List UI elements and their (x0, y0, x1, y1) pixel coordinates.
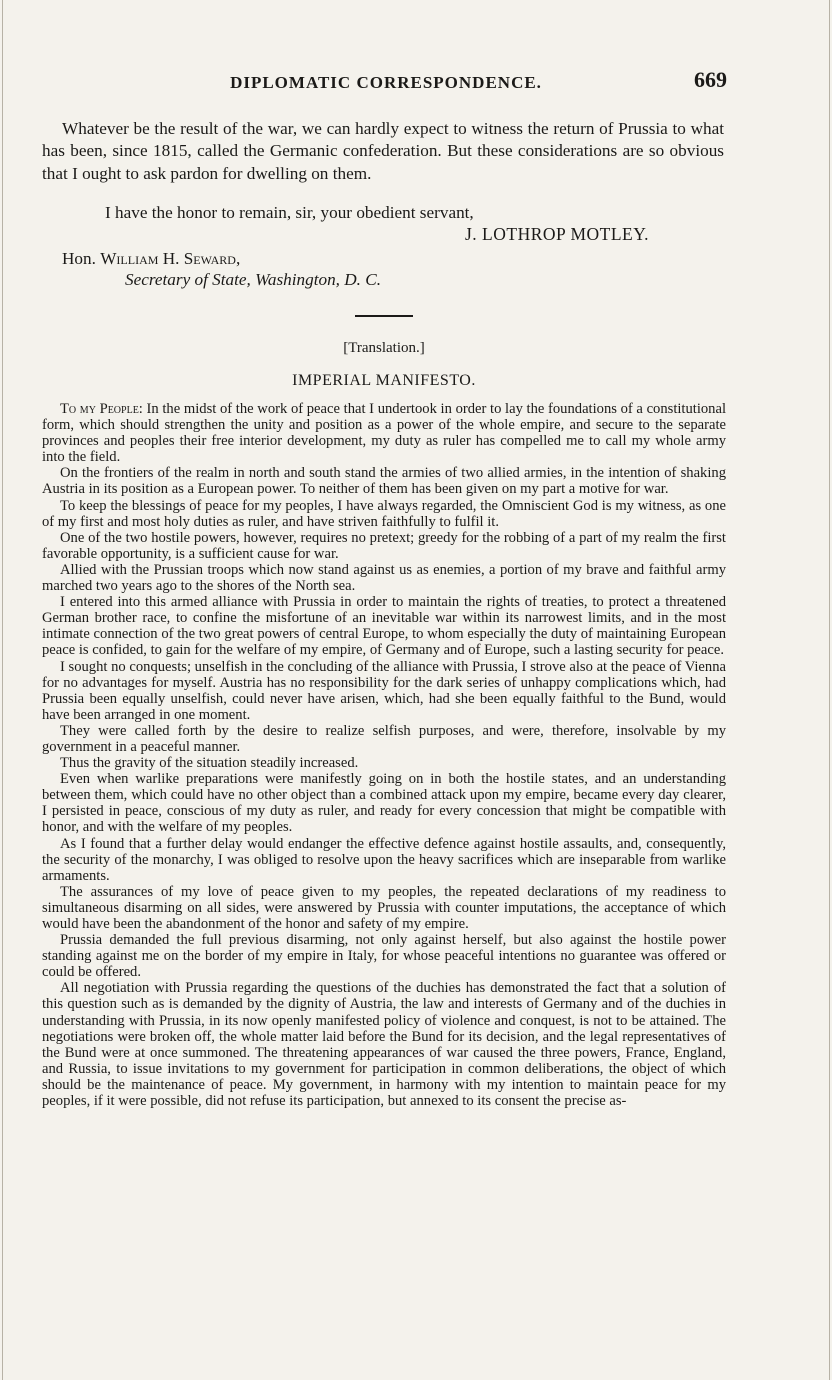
manifesto-paragraph: Allied with the Prussian troops which now stand against us as enemies, a portion of my brave and faithful army marched two years ago to the shores of the North sea. (42, 561, 726, 595)
manifesto-body (42, 401, 726, 1109)
closing-paragraph-text: Whatever be the result of the war, we can hardly expect to witness the return of Prussia to what has been, since 1815, called the Germanic confederation. But these considerations are so obvious that I ought to ask pardon for dwelling on them. (42, 119, 724, 183)
paragraph-text: In the midst of the work of peace that I undertook in order to lay the foundations of a constitutional form, which should strengthen the unity and position as a power of the whole empire, and secure to the separate provinces and peoples their free interior development, my duty as ruler has compelled me to call my whole army into the field. (42, 401, 727, 466)
manifesto-paragraph: The assurances of my love of peace given to my peoples, the repeated declarations of my readiness to simultaneous disarming on all sides, were answered by Prussia with counter imputations, the acceptance of which would have been the abandonment of the honor and safety of my empire. (42, 883, 726, 932)
manifesto-title: IMPERIAL MANIFESTO. (292, 372, 476, 389)
manifesto-paragraph: To keep the blessings of peace for my peoples, I have always regarded, the Omniscient God is my witness, as one of my first and most holy duties as ruler, and have striven faithfully to fulfil it. (42, 497, 726, 530)
manifesto-paragraph: Prussia demanded the full previous disarming, not only against herself, but also against the hostile power standing against me on the border of my empire in Italy, for whose peaceful intentions no guarantee was offered or could be offered. (42, 932, 726, 981)
manifesto-paragraph: On the frontiers of the realm in north and south stand the armies of two allied armies, in the intention of shaking Austria in its position as a European power. To neither of them has been given on my part a motive for war. (42, 465, 726, 498)
salutation: To my People: (60, 401, 143, 417)
valediction: I have the honor to remain, sir, your obedient servant, (105, 203, 474, 222)
letter-closing-paragraph (42, 118, 724, 185)
page-edge-left (2, 0, 3, 1380)
manifesto-paragraph: One of the two hostile powers, however, requires no pretext; greedy for the robbing of a part of my realm the first favorable opportunity, is a sufficient cause for war. (42, 529, 726, 562)
addressee-honorific: Hon. (62, 249, 96, 268)
signature: J. LOTHROP MOTLEY. (465, 224, 650, 244)
manifesto-paragraph: They were called forth by the desire to realize selfish purposes, and were, therefore, insolvable by my government in a peaceful manner. (42, 722, 726, 755)
addressee-title: Secretary of State, Washington, D. C. (125, 270, 382, 289)
translation-label: [Translation.] (343, 340, 425, 356)
manifesto-paragraph: Even when warlike preparations were manifestly going on in both the hostile states, and an understanding between them, which could have no other object than a combined attack upon my empire, became every day clearer, I persisted in peace, conscious of my duty as ruler, and ready for every concession that might be compatible with honor, and with the welfare of my peoples. (42, 771, 726, 836)
manifesto-paragraph: I sought no conquests; unselfish in the concluding of the alliance with Prussia, I strove also at the peace of Vienna for no advantages for myself. Austria has no responsibility for the dark series of unhappy complications which, had Prussia been equally unselfish, could never have arisen, which, had she been equally faithful to the Bund, would have been arranged in one moment. (42, 658, 726, 723)
manifesto-paragraph: All negotiation with Prussia regarding the questions of the duchies has demonstrated the fact that a solution of this question such as is demanded by the dignity of Austria, the law and interests of Germany and of the duchies in understanding with Prussia, in its now openly manifested policy of violence and conquest, is not to be attained. The negotiations were broken off, the whole matter laid before the Bund for its decision, and the legal representatives of the Bund were at once summoned. The threatening appearances of war caused the three powers, France, England, and Russia, to issue invitations to my government for participation in common deliberations, the object of which should be the maintenance of peace. My government, in harmony with my intention to maintain peace for my peoples, if it were possible, did not refuse its participation, but annexed to its consent the precise as- (42, 980, 726, 1110)
manifesto-paragraph: As I found that a further delay would endanger the effective defence against hostile assaults, and, consequently, the security of the monarchy, I was obliged to resolve upon the heavy sacrifices which are inseparable from warlike armaments. (42, 835, 726, 884)
addressee (62, 249, 240, 269)
manifesto-paragraph: I entered into this armed alliance with Prussia in order to maintain the rights of treaties, to protect a threatened German brother race, to confine the misfortune of an inevitable war within its narrowest limits, and in the most intimate connection of the two great powers of central Europe, to whom especially the duty of maintaining European peace is confided, to gain for the welfare of my empire, of Germany and of Europe, such a lasting security for peace. (42, 594, 726, 659)
addressee-name: William H. Seward, (100, 249, 241, 268)
manifesto-paragraph (42, 401, 726, 465)
running-title: DIPLOMATIC CORRESPONDENCE. (230, 73, 542, 92)
manifesto-paragraph: Thus the gravity of the situation steadily increased. (60, 755, 359, 772)
page-number: 669 (694, 67, 727, 92)
section-divider (355, 315, 413, 317)
page-edge-right (829, 0, 830, 1380)
